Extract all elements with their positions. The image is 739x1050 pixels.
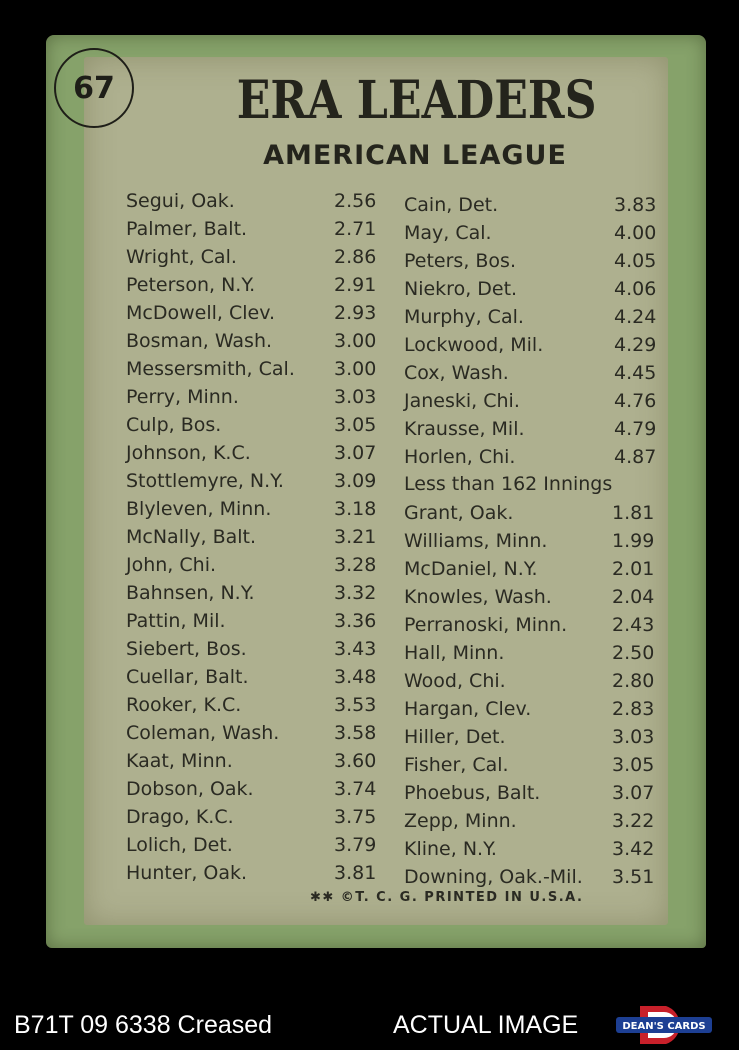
era-value: 3.28 [334, 554, 377, 576]
pitcher-name: Niekro, Det. [404, 278, 518, 300]
era-value: 4.45 [614, 362, 657, 384]
leader-row [126, 523, 394, 551]
era-value: 4.24 [614, 306, 657, 328]
era-value: 4.05 [614, 250, 657, 272]
pitcher-name: Krausse, Mil. [404, 418, 525, 440]
pitcher-name: Dobson, Oak. [126, 778, 254, 800]
leader-row [126, 635, 394, 663]
leader-row [126, 775, 394, 803]
leader-row [126, 747, 394, 775]
pitcher-name: Peters, Bos. [404, 250, 516, 272]
leader-row [126, 383, 394, 411]
leader-row [126, 691, 394, 719]
era-value: 2.83 [612, 698, 655, 720]
era-value: 2.43 [612, 614, 655, 636]
leader-row [404, 611, 672, 639]
era-value: 2.01 [612, 558, 655, 580]
item-code-caption: B71T 09 6338 Creased [14, 1011, 273, 1039]
leader-row [404, 359, 674, 387]
pitcher-name: Hiller, Det. [404, 726, 506, 748]
leader-row [126, 439, 394, 467]
era-value: 2.50 [612, 642, 655, 664]
era-value: 2.93 [334, 302, 377, 324]
era-value: 3.36 [334, 610, 377, 632]
era-value: 3.60 [334, 750, 377, 772]
pitcher-name: Palmer, Balt. [126, 218, 248, 240]
pitcher-name: Peterson, N.Y. [126, 274, 256, 296]
era-value: 3.07 [334, 442, 377, 464]
pitcher-name: Horlen, Chi. [404, 446, 516, 468]
pitcher-name: Fisher, Cal. [404, 754, 509, 776]
pitcher-name: Lolich, Det. [126, 834, 233, 856]
pitcher-name: Grant, Oak. [404, 502, 514, 524]
leader-row [126, 467, 394, 495]
pitcher-name: Janeski, Chi. [404, 390, 520, 412]
pitcher-name: Drago, K.C. [126, 806, 234, 828]
pitcher-name: Messersmith, Cal. [126, 358, 295, 380]
leader-row [126, 327, 394, 355]
leader-row [126, 663, 394, 691]
leader-row [126, 719, 394, 747]
era-value: 3.18 [334, 498, 377, 520]
leader-row [404, 667, 672, 695]
leader-row [404, 303, 674, 331]
era-value: 3.48 [334, 666, 377, 688]
leader-row [126, 607, 394, 635]
pitcher-name: Wood, Chi. [404, 670, 506, 692]
pitcher-name: Perry, Minn. [126, 386, 239, 408]
pitcher-name: Stottlemyre, N.Y. [126, 470, 284, 492]
leader-row [404, 191, 674, 219]
copyright-line: ✱✱ ©T. C. G. PRINTED IN U.S.A. [310, 890, 584, 905]
pitcher-name: Pattin, Mil. [126, 610, 226, 632]
pitcher-name: Cox, Wash. [404, 362, 509, 384]
era-value: 3.75 [334, 806, 377, 828]
leader-row [404, 219, 674, 247]
leader-row [404, 835, 672, 863]
era-value: 3.53 [334, 694, 377, 716]
deans-cards-logo [614, 1004, 714, 1046]
leader-row [404, 443, 674, 471]
pitcher-name: Williams, Minn. [404, 530, 548, 552]
pitcher-name: Hall, Minn. [404, 642, 505, 664]
era-value: 3.81 [334, 862, 377, 884]
leader-row [126, 859, 394, 887]
leader-row [126, 551, 394, 579]
era-value: 3.07 [612, 782, 655, 804]
era-value: 3.03 [612, 726, 655, 748]
era-value: 1.99 [612, 530, 655, 552]
era-value: 3.00 [334, 358, 377, 380]
era-value: 3.83 [614, 194, 657, 216]
era-value: 3.42 [612, 838, 655, 860]
era-value: 4.06 [614, 278, 657, 300]
leader-row [404, 275, 674, 303]
pitcher-name: McNally, Balt. [126, 526, 257, 548]
leader-row [404, 723, 672, 751]
leader-row [126, 803, 394, 831]
pitcher-name: Cuellar, Balt. [126, 666, 249, 688]
leader-row [404, 695, 672, 723]
leader-row [404, 639, 672, 667]
leader-row [404, 751, 672, 779]
pitcher-name: Murphy, Cal. [404, 306, 524, 328]
pitcher-name: Culp, Bos. [126, 414, 222, 436]
era-value: 3.00 [334, 330, 377, 352]
era-value: 3.79 [334, 834, 377, 856]
pitcher-name: Rooker, K.C. [126, 694, 242, 716]
era-value: 4.00 [614, 222, 657, 244]
era-value: 3.09 [334, 470, 377, 492]
pitcher-name: Johnson, K.C. [126, 442, 251, 464]
era-value: 4.79 [614, 418, 657, 440]
leader-row [404, 583, 672, 611]
era-value: 3.05 [334, 414, 377, 436]
era-value: 3.21 [334, 526, 377, 548]
pitcher-name: Coleman, Wash. [126, 722, 280, 744]
era-value: 1.81 [612, 502, 655, 524]
era-value: 3.43 [334, 638, 377, 660]
pitcher-name: McDowell, Clev. [126, 302, 276, 324]
era-value: 3.03 [334, 386, 377, 408]
pitcher-name: Blyleven, Minn. [126, 498, 272, 520]
pitcher-name: John, Chi. [126, 554, 217, 576]
era-value: 3.05 [612, 754, 655, 776]
leader-row [404, 555, 672, 583]
era-value: 2.80 [612, 670, 655, 692]
pitcher-name: Siebert, Bos. [126, 638, 247, 660]
era-value: 3.51 [612, 866, 655, 888]
era-value: 4.29 [614, 334, 657, 356]
leader-row [126, 271, 394, 299]
leader-row [404, 527, 672, 555]
leader-row [404, 247, 674, 275]
pitcher-name: May, Cal. [404, 222, 492, 244]
pitcher-name: Bahnsen, N.Y. [126, 582, 255, 604]
leader-row [404, 415, 674, 443]
card-title: ERA LEADERS [236, 70, 597, 131]
pitcher-name: Downing, Oak.-Mil. [404, 866, 583, 888]
logo-text: DEAN'S CARDS [622, 1021, 706, 1032]
era-value: 3.22 [612, 810, 655, 832]
leader-row [404, 331, 674, 359]
leader-row [126, 243, 394, 271]
pitcher-name: McDaniel, N.Y. [404, 558, 538, 580]
era-value: 2.91 [334, 274, 377, 296]
era-value: 2.71 [334, 218, 377, 240]
leader-row [126, 495, 394, 523]
era-value: 2.56 [334, 190, 377, 212]
era-value: 3.58 [334, 722, 377, 744]
leader-row [126, 187, 394, 215]
pitcher-name: Hargan, Clev. [404, 698, 532, 720]
pitcher-name: Kline, N.Y. [404, 838, 497, 860]
leader-row [126, 355, 394, 383]
pitcher-name: Cain, Det. [404, 194, 499, 216]
pitcher-name: Segui, Oak. [126, 190, 235, 212]
era-value: 4.87 [614, 446, 657, 468]
pitcher-name: Knowles, Wash. [404, 586, 552, 608]
pitcher-name: Hunter, Oak. [126, 862, 248, 884]
leader-row [404, 807, 672, 835]
leader-row [126, 411, 394, 439]
card-subtitle: AMERICAN LEAGUE [263, 140, 567, 171]
leader-row [404, 499, 672, 527]
pitcher-name: Perranoski, Minn. [404, 614, 568, 636]
card-number: 67 [54, 48, 134, 128]
pitcher-name: Lockwood, Mil. [404, 334, 544, 356]
leader-row [404, 779, 672, 807]
era-value: 3.74 [334, 778, 377, 800]
era-value: 4.76 [614, 390, 657, 412]
leader-row [126, 579, 394, 607]
leader-row [404, 863, 672, 891]
leader-row [126, 299, 394, 327]
pitcher-name: Phoebus, Balt. [404, 782, 541, 804]
leader-row [126, 831, 394, 859]
pitcher-name: Zepp, Minn. [404, 810, 517, 832]
pitcher-name: Wright, Cal. [126, 246, 237, 268]
leader-row [126, 215, 394, 243]
pitcher-name: Bosman, Wash. [126, 330, 273, 352]
era-value: 2.04 [612, 586, 655, 608]
innings-note: Less than 162 Innings [404, 473, 613, 495]
pitcher-name: Kaat, Minn. [126, 750, 233, 772]
actual-image-caption: ACTUAL IMAGE [393, 1011, 579, 1039]
era-value: 2.86 [334, 246, 377, 268]
era-value: 3.32 [334, 582, 377, 604]
leader-row [404, 387, 674, 415]
